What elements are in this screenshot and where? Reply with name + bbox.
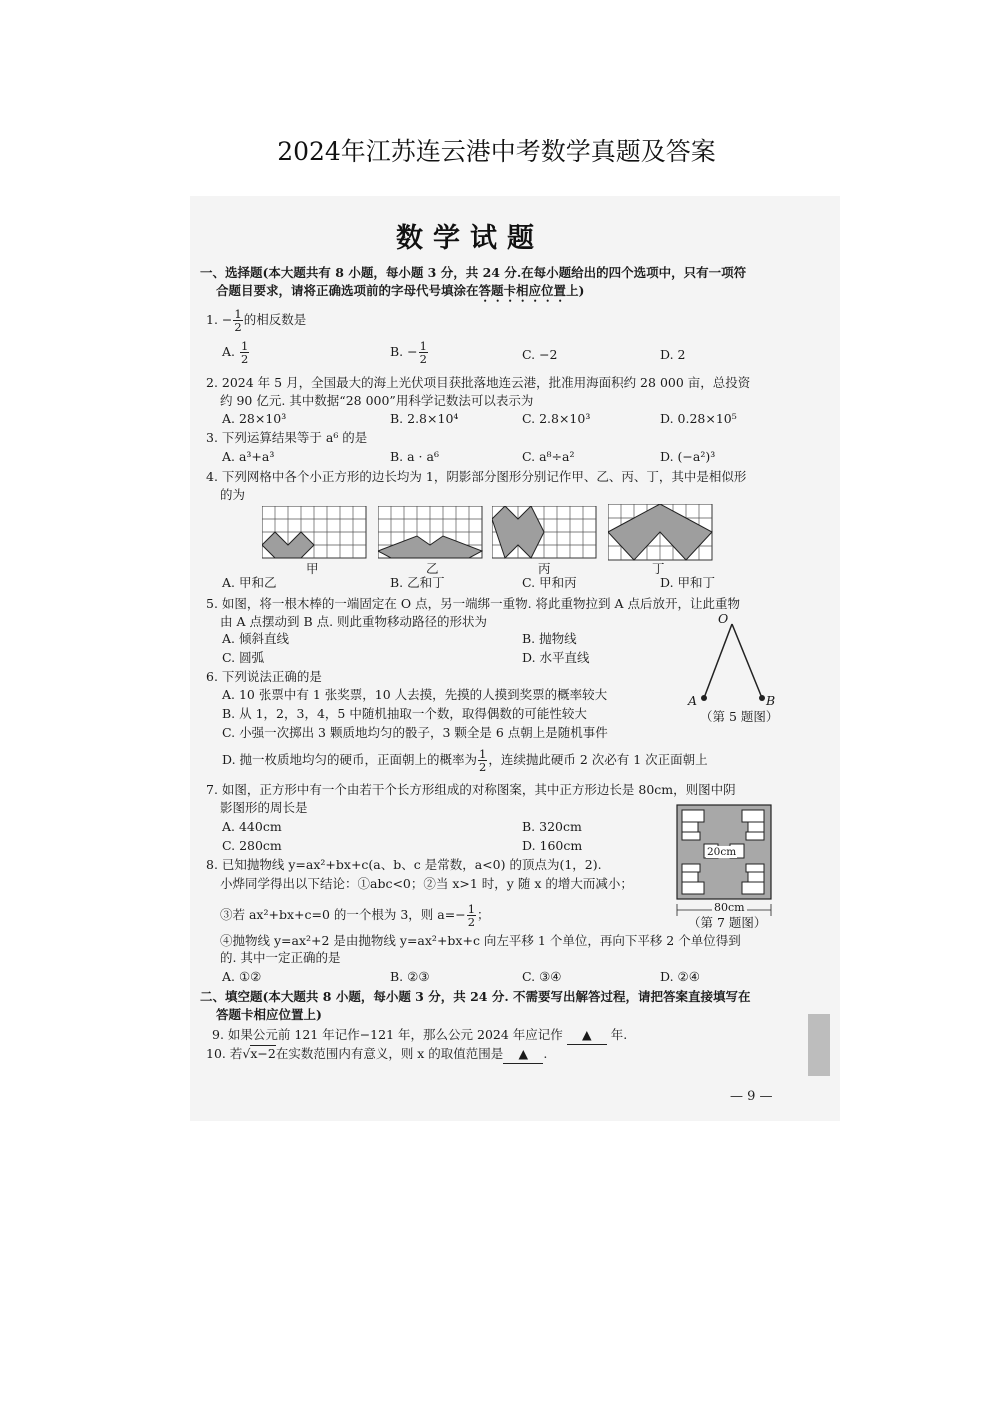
q3-option-d: D. (−a²)³ <box>660 449 716 464</box>
q7-option-a: A. 440cm <box>222 819 282 834</box>
q4-grid-figure-bing <box>492 506 597 560</box>
q4-grid-figure-jia <box>262 506 367 560</box>
section1-header-line1: 一、选择题(本大题共有 8 小题，每小题 3 分，共 24 分.在每小题给出的四个选项中，只有一项符 <box>200 265 747 280</box>
q3-stem: 3. 下列运算结果等于 a⁶ 的是 <box>206 430 368 445</box>
q2-option-d: D. 0.28×10⁵ <box>660 411 737 426</box>
q5-option-d: D. 水平直线 <box>522 650 590 665</box>
q1-option-d: D. 2 <box>660 347 686 362</box>
q3-option-a: A. a³+a³ <box>222 449 275 464</box>
q5-stem-line1: 5. 如图，将一根木棒的一端固定在 O 点，另一端绑一重物. 将此重物拉到 A 点后放开，让此重物 <box>206 596 741 611</box>
scan-margin-shadow <box>808 1014 830 1076</box>
q10-stem: 10. 若√x−2在实数范围内有意义，则 x 的取值范围是 ▲ . <box>206 1045 547 1064</box>
q8-stem-line1: 8. 已知抛物线 y=ax²+bx+c(a、b、c 是常数，a<0) 的顶点为(1，2). <box>206 857 602 872</box>
q5-point-o: O <box>718 611 729 626</box>
q5-option-a: A. 倾斜直线 <box>222 631 289 646</box>
q5-option-c: C. 圆弧 <box>222 650 265 665</box>
section1-header-line2: 合题目要求，请将正确选项前的字母代号填涂在答题卡相应位置上) <box>216 283 585 298</box>
q2-stem-line1: 2. 2024 年 5 月，全国最大的海上光伏项目获批落地连云港，批准用海面积约 28 000 亩，总投资 <box>206 375 751 390</box>
q4-fig-label-yi: 乙 <box>426 561 439 576</box>
q10-answer-blank: ▲ <box>503 1045 543 1064</box>
q8-option-b: B. ②③ <box>390 969 430 984</box>
q4-option-c: C. 甲和丙 <box>522 575 577 590</box>
q1-fraction: $\frac{1}{2}$ <box>234 307 242 334</box>
page-number: — 9 — <box>730 1089 773 1104</box>
q6-stem: 6. 下列说法正确的是 <box>206 669 322 684</box>
document-title: 2024年江苏连云港中考数学真题及答案 <box>277 137 716 166</box>
q5-point-b: B <box>766 693 776 708</box>
q8-stem-line4: ④抛物线 y=ax²+2 是由抛物线 y=ax²+bx+c 向左平移 1 个单位，再向下平移 2 个单位得到 <box>220 933 741 948</box>
section2-header-line2: 答题卡相应位置上) <box>216 1007 322 1022</box>
exam-title: 数学试题 <box>396 223 544 254</box>
scanned-exam-page <box>190 196 840 1121</box>
q4-option-b: B. 乙和丁 <box>390 575 445 590</box>
q8-option-a: A. ①② <box>222 969 262 984</box>
q4-fig-label-ding: 丁 <box>652 561 665 576</box>
q8-stem-line5: 的. 其中一定正确的是 <box>220 950 341 965</box>
q6-option-a: A. 10 张票中有 1 张奖票，10 人去摸，先摸的人摸到奖票的概率较大 <box>222 687 608 702</box>
q1-stem: 1. − $\frac{1}{2}$ 的相反数是 <box>206 307 307 334</box>
q4-grid-figure-yi <box>378 506 483 560</box>
q5-stem-line2: 由 A 点摆动到 B 点. 则此重物移动路径的形状为 <box>220 614 488 629</box>
q7-stem-line2: 影图形的周长是 <box>220 800 308 815</box>
q2-option-c: C. 2.8×10³ <box>522 411 591 426</box>
q5-option-b: B. 抛物线 <box>522 631 577 646</box>
q1-option-c: C. −2 <box>522 347 558 362</box>
q4-fig-label-jia: 甲 <box>306 561 319 576</box>
q2-option-a: A. 28×10³ <box>222 411 287 426</box>
q4-stem-line1: 4. 下列网格中各个小正方形的边长均为 1，阴影部分图形分别记作甲、乙、丙、丁，其中是相似形 <box>206 469 747 484</box>
q7-option-c: C. 280cm <box>222 838 282 853</box>
q6-option-c: C. 小强一次掷出 3 颗质地均匀的骰子，3 颗全是 6 点朝上是随机事件 <box>222 725 608 740</box>
q4-option-d: D. 甲和丁 <box>660 575 716 590</box>
emphasis-answer-card: 答题卡相应位置 <box>478 283 567 298</box>
q7-stem-line1: 7. 如图，正方形中有一个由若干个长方形组成的对称图案，其中正方形边长是 80cm，则图中阴 <box>206 782 736 797</box>
q8-option-d: D. ②④ <box>660 969 700 984</box>
q3-option-c: C. a⁸÷a² <box>522 449 575 464</box>
q4-grid-figure-ding <box>608 504 714 562</box>
q5-point-a: A <box>688 693 698 708</box>
q9-answer-blank: ▲ <box>567 1026 607 1045</box>
q1-option-a: A. $\frac{1}{2}$ <box>222 339 249 366</box>
q7-figure-caption: （第 7 题图） <box>688 915 767 930</box>
q4-stem-line2: 的为 <box>220 487 246 502</box>
q7-label-20cm: 20cm <box>707 846 737 858</box>
q2-stem-line2: 约 90 亿元. 其中数据“28 000”用科学记数法可以表示为 <box>220 393 534 408</box>
q7-label-80cm: 80cm <box>714 901 745 914</box>
bleed-through-text <box>750 216 754 230</box>
q2-option-b: B. 2.8×10⁴ <box>390 411 459 426</box>
q8-stem-line3: ③若 ax²+bx+c=0 的一个根为 3，则 a=− $\frac{1}{2}$ ； <box>220 902 490 929</box>
q8-stem-line2: 小烨同学得出以下结论：①abc<0；②当 x>1 时，y 随 x 的增大而减小； <box>220 876 633 891</box>
q7-option-d: D. 160cm <box>522 838 583 853</box>
q3-option-b: B. a · a⁶ <box>390 449 439 464</box>
q4-fig-label-bing: 丙 <box>538 561 551 576</box>
q7-option-b: B. 320cm <box>522 819 582 834</box>
q6-option-d: D. 抛一枚质地均匀的硬币，正面朝上的概率为 $\frac{1}{2}$ ，连续抛此硬币 2 次必有 1 次正面朝上 <box>222 747 708 774</box>
section2-header-line1: 二、填空题(本大题共 8 小题，每小题 3 分，共 24 分. 不需要写出解答过程，请把答案直接填写在 <box>200 989 751 1004</box>
q5-figure-caption: （第 5 题图） <box>700 709 779 724</box>
q4-option-a: A. 甲和乙 <box>222 575 277 590</box>
q6-option-b: B. 从 1，2，3，4，5 中随机抽取一个数，取得偶数的可能性较大 <box>222 706 587 721</box>
radical-sign-icon: √ <box>242 1046 251 1061</box>
q1-option-b: B. − $\frac{1}{2}$ <box>390 339 427 366</box>
q9-stem: 9. 如果公元前 121 年记作−121 年，那么公元 2024 年应记作 ▲ 年. <box>212 1026 627 1045</box>
q8-option-c: C. ③④ <box>522 969 562 984</box>
